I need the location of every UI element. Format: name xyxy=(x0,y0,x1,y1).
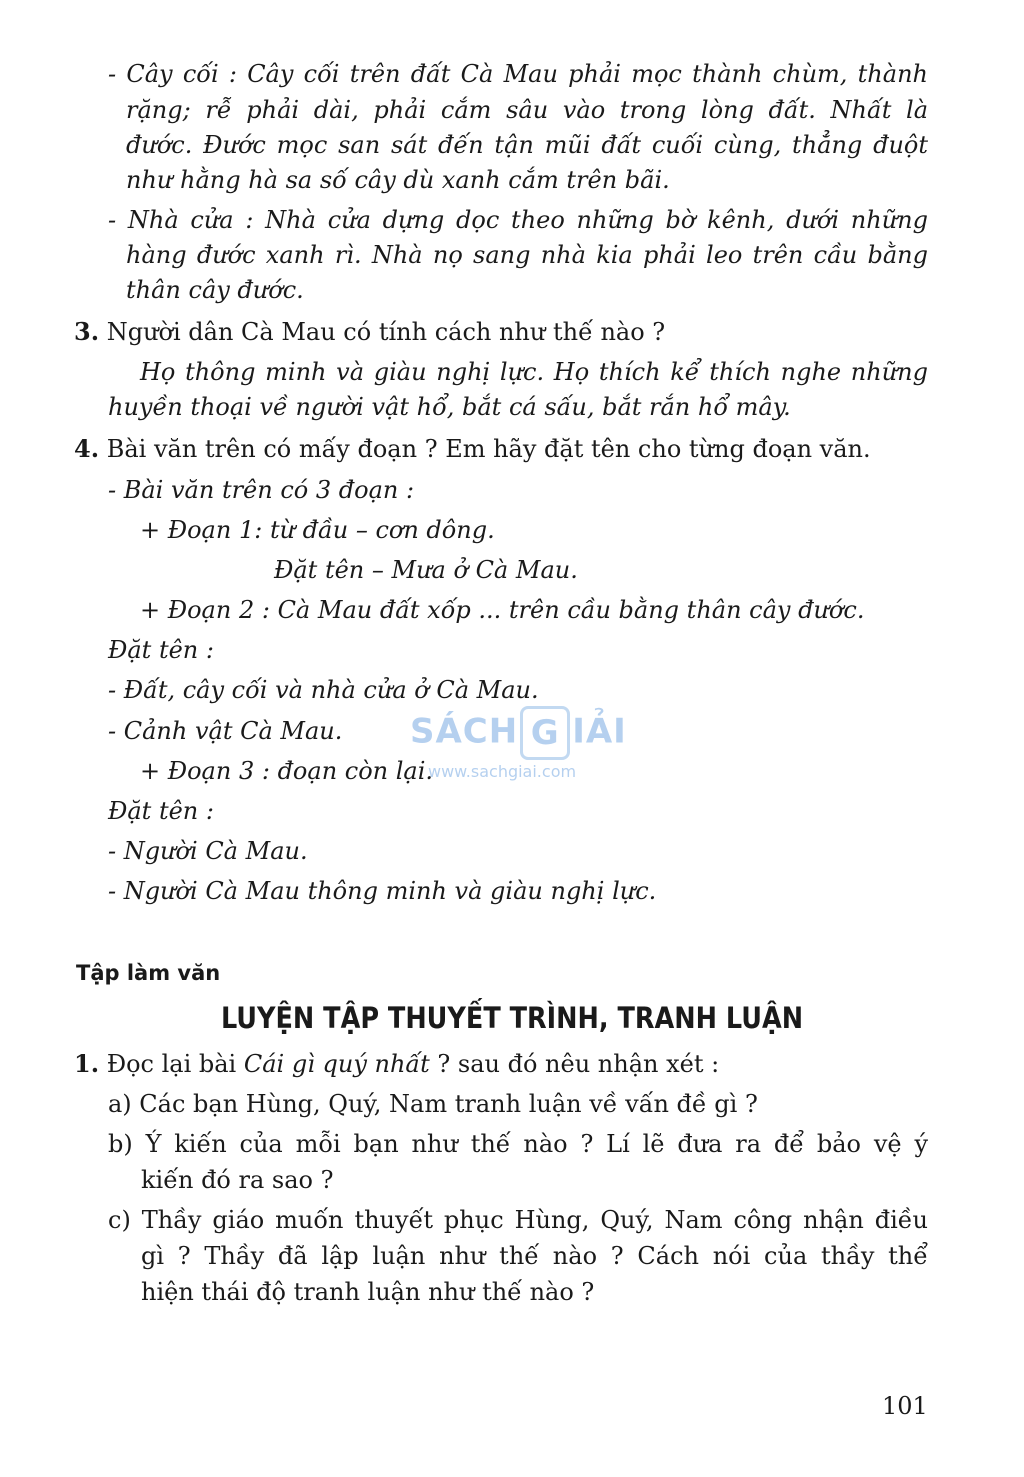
exercise-1 xyxy=(74,1048,719,1080)
nha-cua-line-2: hàng đước xanh rì. Nhà nọ sang nhà kia phải leo trên cầu bằng xyxy=(126,241,928,269)
answer-4-doan-1: + Đoạn 1: từ đầu – cơn dông. xyxy=(140,516,495,544)
exercise-1-number: 1. xyxy=(74,1049,100,1078)
answer-3-line-2: huyền thoại về người vật hổ, bắt cá sấu, bắt rắn hổ mây. xyxy=(108,393,791,421)
exercise-1-lesson-title: Cái gì quý nhất xyxy=(243,1050,430,1078)
answer-4-doan-3: + Đoạn 3 : đoạn còn lại. xyxy=(140,757,434,785)
nha-cua-line-1: - Nhà cửa : Nhà cửa dựng dọc theo những bờ kênh, dưới những xyxy=(108,206,928,234)
page-number: 101 xyxy=(882,1392,928,1420)
cay-coi-line-1: - Cây cối : Cây cối trên đất Cà Mau phải mọc thành chùm, thành xyxy=(108,60,928,88)
question-3 xyxy=(74,316,665,348)
exercise-1-text-after: ? sau đó nêu nhận xét : xyxy=(429,1050,720,1078)
question-4-number: 4. xyxy=(74,434,100,463)
exercise-1-item-c-line-1: c) Thầy giáo muốn thuyết phục Hùng, Quý, Nam công nhận điều xyxy=(108,1206,928,1234)
cay-coi-line-2: rặng; rễ phải dài, phải cắm sâu vào trong lòng đất. Nhất là xyxy=(126,96,928,124)
answer-4-doan-2: + Đoạn 2 : Cà Mau đất xốp ... trên cầu bằng thân cây đước. xyxy=(140,596,865,624)
question-3-number: 3. xyxy=(74,317,100,346)
question-3-text: Người dân Cà Mau có tính cách như thế nào ? xyxy=(106,318,666,346)
exercise-1-text-before: Đọc lại bài xyxy=(106,1050,244,1078)
exercise-1-item-a: a) Các bạn Hùng, Quý, Nam tranh luận về vấn đề gì ? xyxy=(108,1090,758,1118)
answer-4-dat-ten-label-2: Đặt tên : xyxy=(108,797,214,825)
exercise-1-item-b-line-2: kiến đó ra sao ? xyxy=(141,1166,334,1194)
watermark-logo-g: G xyxy=(520,706,570,760)
nha-cua-line-3: thân cây đước. xyxy=(126,276,304,304)
section-title: LUYỆN TẬP THUYẾT TRÌNH, TRANH LUẬN xyxy=(220,1001,804,1035)
watermark-logo-right: IẢI xyxy=(572,711,627,752)
answer-3-line-1: Họ thông minh và giàu nghị lực. Họ thích kể thích nghe những xyxy=(140,358,928,386)
question-4 xyxy=(74,433,871,465)
watermark-logo xyxy=(410,706,627,760)
section-label: Tập làm văn xyxy=(76,961,221,985)
question-4-text: Bài văn trên có mấy đoạn ? Em hãy đặt tên cho từng đoạn văn. xyxy=(106,435,871,463)
answer-4-doan-3-name-b: - Người Cà Mau thông minh và giàu nghị lực. xyxy=(108,877,657,905)
exercise-1-item-b-line-1: b) Ý kiến của mỗi bạn như thế nào ? Lí lẽ đưa ra để bảo vệ ý xyxy=(108,1130,928,1158)
exercise-1-item-c-line-3: hiện thái độ tranh luận như thế nào ? xyxy=(141,1278,595,1306)
answer-4-intro: - Bài văn trên có 3 đoạn : xyxy=(108,476,415,504)
watermark-url: www.sachgiai.com xyxy=(428,762,577,781)
answer-4-doan-2-name-b: - Cảnh vật Cà Mau. xyxy=(108,717,343,745)
exercise-1-item-c-line-2: gì ? Thầy đã lập luận như thế nào ? Cách nói của thầy thể xyxy=(141,1242,928,1270)
answer-4-doan-2-name-a: - Đất, cây cối và nhà cửa ở Cà Mau. xyxy=(108,676,539,704)
answer-4-doan-3-name-a: - Người Cà Mau. xyxy=(108,837,308,865)
cay-coi-line-4: như hằng hà sa số cây dù xanh cắm trên bãi. xyxy=(126,166,670,194)
answer-4-doan-1-name: Đặt tên – Mưa ở Cà Mau. xyxy=(274,556,578,584)
watermark xyxy=(410,706,627,781)
cay-coi-line-3: đước. Đước mọc san sát đến tận mũi đất cuối cùng, thẳng đuột xyxy=(126,131,928,159)
answer-4-dat-ten-label-1: Đặt tên : xyxy=(108,636,214,664)
watermark-logo-left: SÁCH xyxy=(410,711,519,752)
